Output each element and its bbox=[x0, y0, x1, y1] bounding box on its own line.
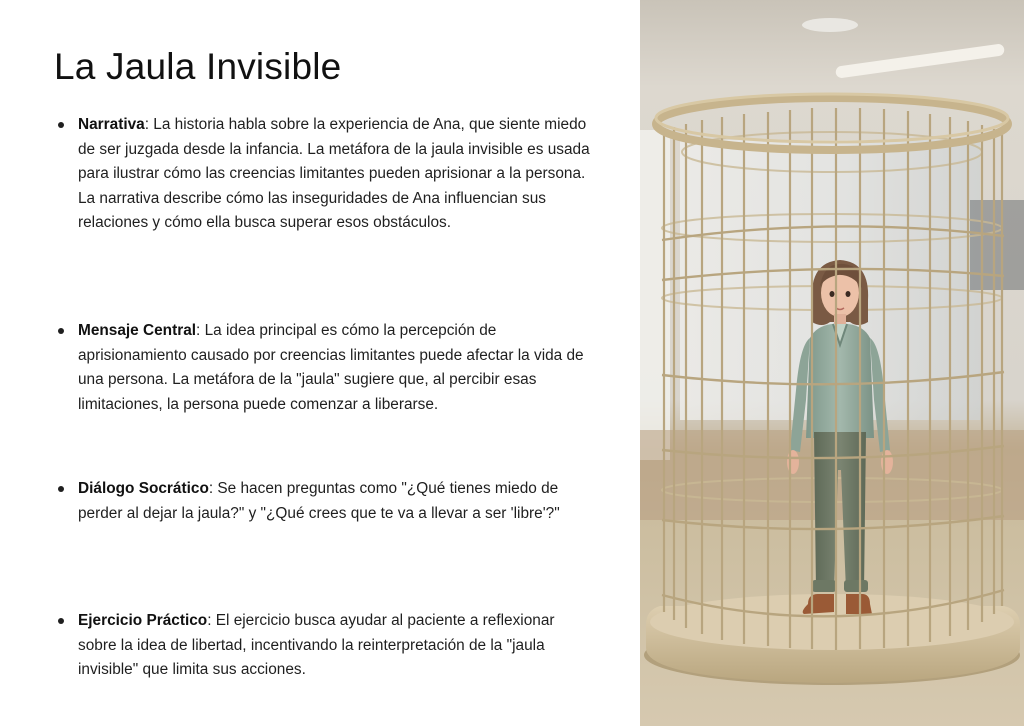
bullet-separator: : bbox=[144, 116, 150, 133]
bullet-dot-icon bbox=[58, 618, 64, 624]
bullet-separator: : bbox=[196, 322, 201, 339]
bullet-dialogo-socratico bbox=[56, 477, 596, 526]
bullet-narrativa bbox=[56, 113, 596, 236]
bullet-content bbox=[78, 477, 596, 526]
bullet-label: Mensaje Central bbox=[78, 322, 197, 339]
bullet-ejercicio-practico bbox=[56, 609, 596, 683]
bullet-label: Narrativa bbox=[78, 116, 145, 133]
cage-illustration bbox=[640, 0, 1024, 726]
bullet-content bbox=[78, 609, 596, 683]
bullet-content bbox=[78, 113, 596, 236]
bullet-separator: : bbox=[208, 480, 214, 497]
bullet-label: Ejercicio Práctico bbox=[78, 612, 208, 629]
bullet-dot-icon bbox=[58, 122, 64, 128]
bullet-text: La idea principal es cómo la percepción de aprisionamiento causado por creencias limitantes puede afectar la vida de una persona. La metáfora de la "jaula" sugiere que, al percibir esas limitaciones, la persona puede comenzar a liberarse. bbox=[78, 322, 584, 413]
bullet-text: El ejercicio busca ayudar al paciente a reflexionar sobre la idea de libertad, incentivando la reinterpretación de la "jaula invisible" que limita sus acciones. bbox=[78, 612, 555, 678]
bullet-dot-icon bbox=[58, 328, 64, 334]
bullet-content bbox=[78, 319, 596, 417]
bullet-separator: : bbox=[207, 612, 212, 629]
bullet-label: Diálogo Socrático bbox=[78, 480, 209, 497]
bullet-mensaje-central bbox=[56, 319, 596, 417]
bullet-dot-icon bbox=[58, 486, 64, 492]
ceiling-light bbox=[802, 18, 858, 32]
bullet-text: La historia habla sobre la experiencia de Ana, que siente miedo de ser juzgada desde la infancia. La metáfora de la jaula invisible es usada para ilustrar cómo las creencias limitantes pueden aprisionar a la persona. La narrativa describe cómo las inseguridades de Ana influencian sus relaciones y cómo ella busca superar esos obstáculos. bbox=[78, 116, 590, 231]
slide-title: La Jaula Invisible bbox=[54, 46, 342, 87]
bullet-text: Se hacen preguntas como "¿Qué tienes miedo de perder al dejar la jaula?" y "¿Qué crees que te va a llevar a ser 'libre'?" bbox=[78, 480, 560, 522]
woman-in-cage-image bbox=[640, 0, 1024, 726]
